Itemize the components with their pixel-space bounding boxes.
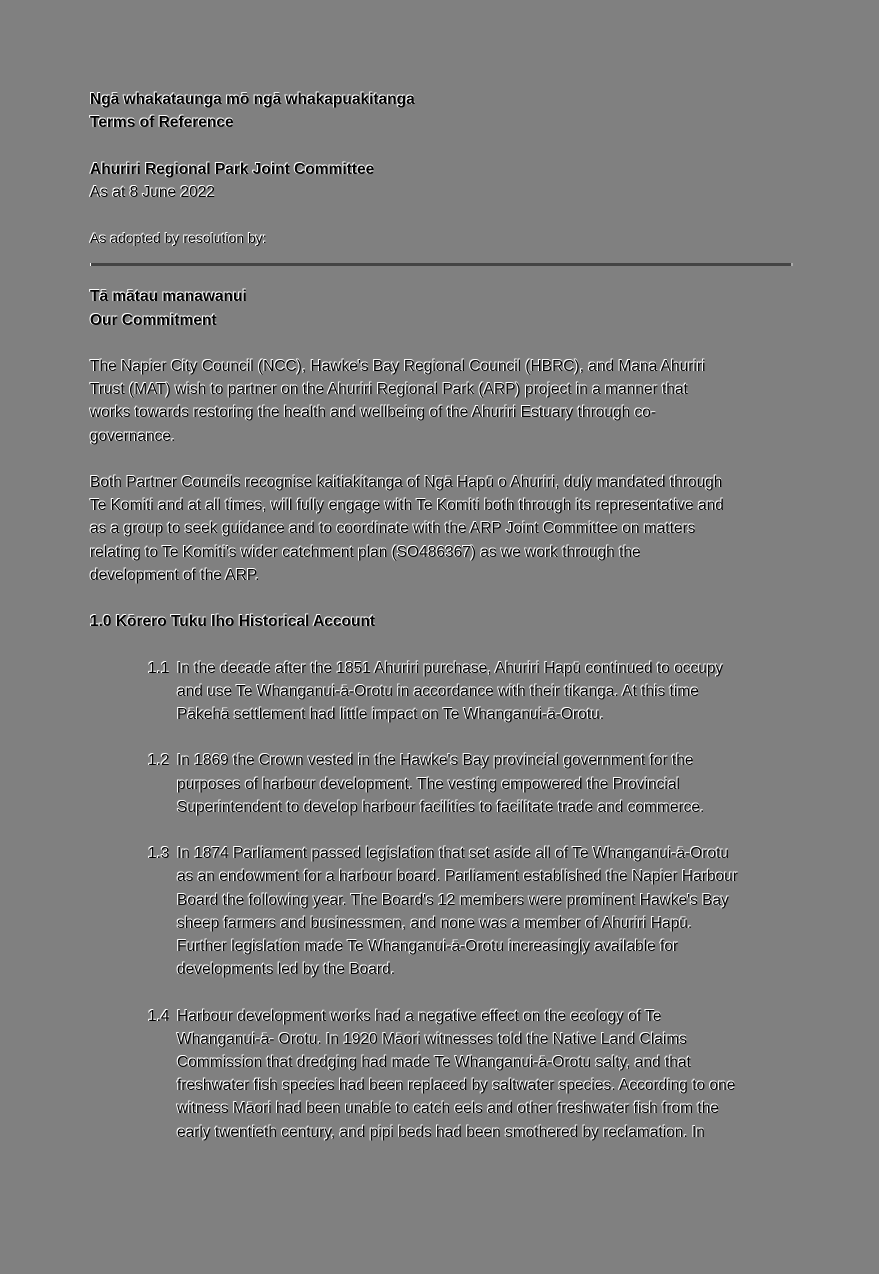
item-number: 1.1 [148, 659, 170, 677]
commitment-paragraph-1 [90, 355, 793, 448]
item-line: witness Māori had been unable to catch eels and other freshwater fish from the [177, 1100, 719, 1118]
paragraph-line: Te Komiti and at all times, will fully engage with Te Komiti both through its representative and [90, 497, 724, 515]
item-line: In the decade after the 1851 Ahuriri purchase, Ahuriri Hapū continued to occupy [177, 659, 724, 677]
commitment-heading-english: Our Commitment [90, 311, 217, 329]
paragraph-line: relating to Te Komiti's wider catchment plan (SO486367) as we work through the [90, 543, 641, 561]
item-number: 1.3 [148, 845, 170, 863]
item-line: purposes of harbour development. The vesting empowered the Provincial [177, 775, 680, 793]
paragraph-line: development of the ARP. [90, 566, 260, 584]
item-line: Superintendent to develop harbour facilities to facilitate trade and commerce. [177, 798, 705, 816]
section-item-1-4 [90, 1005, 793, 1144]
item-line: Board the following year. The Board's 12 members were prominent Hawke's Bay [177, 891, 729, 909]
item-line: In 1869 the Crown vested in the Hawke's Bay provincial government for the [177, 752, 694, 770]
commitment-heading-maori: Tā mātau manawanui [90, 288, 247, 306]
paragraph-line: governance. [90, 427, 176, 445]
item-line: Further legislation made Te Whanganui-ā-Orotu increasingly available for [177, 937, 679, 955]
section-1-heading: 1.0 Kōrero Tuku Iho Historical Account [90, 613, 376, 631]
item-line: freshwater fish species had been replaced by saltwater species. According to one [177, 1077, 736, 1095]
title-maori: Ngā whakataunga mō ngā whakapuakitanga [90, 91, 415, 108]
item-number: 1.4 [148, 1007, 170, 1025]
paragraph-line: as a group to seek guidance and to coordinate with the ARP Joint Committee on matters [90, 520, 696, 538]
item-line: and use Te Whanganui-ā-Orotu in accordance with their tikanga. At this time [177, 682, 699, 700]
section-item-1-3 [90, 842, 793, 981]
adopted-note: As adopted by resolution by: [90, 230, 267, 247]
document-page [90, 88, 793, 1144]
paragraph-line: The Napier City Council (NCC), Hawke's Bay Regional Council (HBRC), and Mana Ahuriri [90, 357, 706, 375]
paragraph-line: works towards restoring the health and wellbeing of the Ahuriri Estuary through co- [90, 404, 657, 422]
item-number: 1.2 [148, 752, 170, 770]
document-date: As at 8 June 2022 [90, 183, 215, 201]
section-item-1-2 [90, 749, 793, 819]
section-item-1-1 [90, 657, 793, 727]
committee-name: Ahuriri Regional Park Joint Committee [90, 160, 375, 178]
item-line: Whanganui-ā- Orotu. In 1920 Māori witnesses told the Native Land Claims [177, 1030, 688, 1048]
item-line: developments led by the Board. [177, 961, 395, 979]
paragraph-line: Both Partner Councils recognise kaitiakitanga of Ngā Hapū o Ahuriri, duly mandated through [90, 473, 723, 491]
item-line: early twentieth century, and pipi beds had been smothered by reclamation. In [177, 1123, 705, 1141]
horizontal-divider [90, 263, 793, 266]
item-line: Pākehā settlement had little impact on Te Whanganui-ā-Orotu. [177, 705, 605, 723]
item-line: as an endowment for a harbour board. Parliament established the Napier Harbour [177, 868, 738, 886]
paragraph-line: Trust (MAT) wish to partner on the Ahuriri Regional Park (ARP) project in a manner that [90, 381, 688, 399]
commitment-paragraph-2 [90, 471, 793, 587]
item-line: sheep farmers and businessmen, and none was a member of Ahuriri Hapū. [177, 914, 693, 932]
item-line: Harbour development works had a negative effect on the ecology of Te [177, 1007, 662, 1025]
title-english: Terms of Reference [90, 114, 234, 132]
item-line: Commission that dredging had made Te Whanganui-ā-Orotu salty, and that [177, 1053, 691, 1071]
item-line: In 1874 Parliament passed legislation that set aside all of Te Whanganui-ā-Orotu [177, 845, 730, 863]
